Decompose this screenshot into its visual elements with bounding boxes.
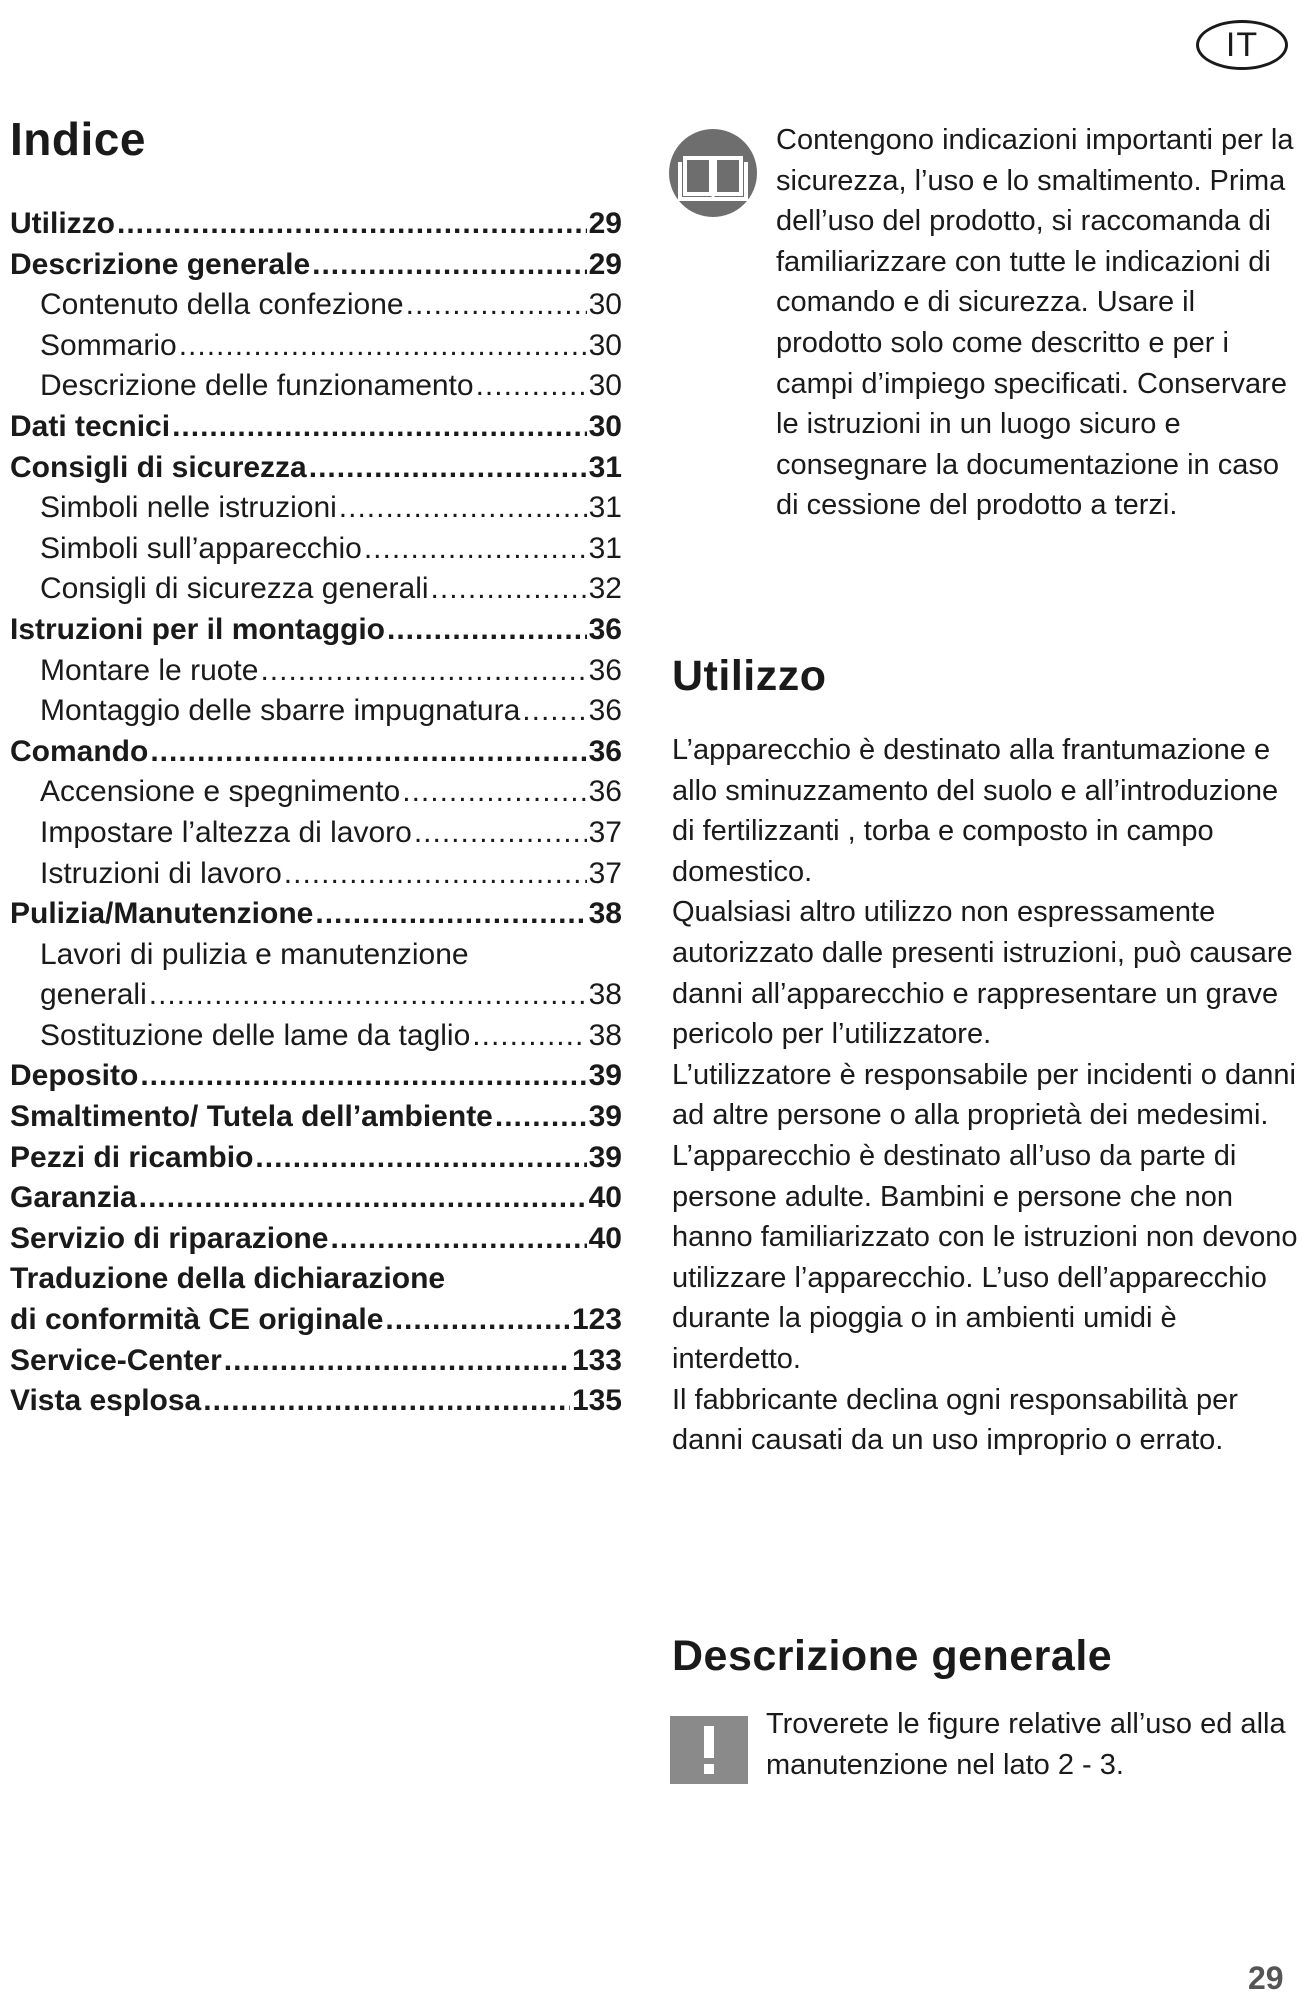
toc-entry-page: 36	[588, 612, 622, 646]
toc-entry-page: 38	[588, 1018, 622, 1052]
toc-entry-page: 36	[588, 775, 622, 809]
toc-leader-dots	[203, 1381, 570, 1422]
toc-entry	[10, 1259, 622, 1300]
info-note-text: Contengono indicazioni importanti per la sicurezza, l’uso e lo smaltimento. Prima dell’uso del prodotto, si raccomanda di familiarizzare con tutte le indicazioni di comando e di sicurezza. Usare il prodotto solo come descritto e per i campi d’impiego specificati. Conservare le istruzioni in un luogo sicuro e consegnare la documentazione in caso di cessione del prodotto a terzi.	[776, 124, 1294, 522]
toc-leader-dots	[149, 975, 587, 1016]
toc-leader-dots	[414, 813, 587, 854]
toc-entry	[10, 651, 622, 692]
toc-leader-dots	[117, 204, 587, 245]
toc-entry-label: Smaltimento/ Tutela dell’ambiente	[10, 1100, 493, 1134]
toc-leader-dots	[255, 1138, 586, 1179]
usage-body	[672, 730, 1302, 1461]
toc-leader-dots	[476, 366, 587, 407]
toc-entry-label: Traduzione della dichiarazione	[10, 1262, 446, 1296]
toc-entry-label: Istruzioni per il montaggio	[10, 612, 385, 646]
toc-leader-dots	[364, 529, 587, 570]
toc-leader-dots	[522, 691, 586, 732]
toc-entry-page: 38	[588, 897, 622, 931]
toc-entry-label: Montare le ruote	[40, 653, 259, 687]
toc-entry-page: 133	[571, 1343, 622, 1377]
toc-entry-label: Impostare l’altezza di lavoro	[40, 815, 412, 849]
toc-entry-label: generali	[40, 978, 147, 1012]
toc-entry	[10, 1097, 622, 1138]
toc-entry-label: Vista esplosa	[10, 1384, 202, 1418]
toc-entry-label: Descrizione generale	[10, 247, 311, 281]
toc-entry-page: 37	[588, 815, 622, 849]
toc-entry	[10, 488, 622, 529]
toc-entry-label: Montaggio delle sbarre impugnatura	[40, 694, 521, 728]
usage-paragraph: L’apparecchio è destinato all’uso da parte di persone adulte. Bambini e persone che non hanno familiarizzato con le istruzioni non devono utilizzare l’apparecchio. L’uso dell’apparecchio durante la pioggia o in ambienti umidi è interdetto.	[672, 1139, 1298, 1375]
toc-entry-page: 31	[588, 491, 622, 525]
toc-entry-label: Pulizia/Manutenzione	[10, 897, 314, 931]
toc-entry	[10, 326, 622, 367]
toc-entry-page: 39	[588, 1059, 622, 1093]
toc-entry	[10, 772, 622, 813]
toc-leader-dots	[406, 285, 587, 326]
toc-entry	[10, 204, 622, 245]
toc-entry	[10, 1056, 622, 1097]
toc-entry	[10, 529, 622, 570]
toc-entry	[10, 1219, 622, 1260]
toc-leader-dots	[402, 772, 586, 813]
toc-entry	[10, 448, 622, 489]
table-of-contents	[10, 204, 622, 1422]
toc-entry-page: 30	[588, 288, 622, 322]
toc-entry-page: 37	[588, 856, 622, 890]
toc-entry-page: 40	[588, 1221, 622, 1255]
toc-entry	[10, 935, 622, 976]
book-icon	[668, 128, 758, 218]
toc-title: Indice	[10, 113, 146, 165]
toc-leader-dots	[150, 732, 586, 773]
toc-entry	[10, 691, 622, 732]
toc-entry	[10, 1138, 622, 1179]
toc-entry-page: 135	[571, 1384, 622, 1418]
toc-leader-dots	[172, 407, 587, 448]
toc-entry-label: Simboli sull’apparecchio	[40, 531, 362, 565]
toc-entry-label: Pezzi di ricambio	[10, 1140, 254, 1174]
toc-entry-label: Accensione e spegnimento	[40, 775, 401, 809]
toc-entry-page: 123	[571, 1303, 622, 1337]
general-description-heading: Descrizione generale	[672, 1632, 1113, 1680]
toc-leader-dots	[387, 610, 587, 651]
language-badge: IT	[1196, 20, 1288, 70]
toc-leader-dots	[224, 1341, 570, 1382]
toc-entry-label: Servizio di riparazione	[10, 1221, 329, 1255]
toc-entry	[10, 1178, 622, 1219]
toc-entry	[10, 610, 622, 651]
toc-entry	[10, 569, 622, 610]
toc-entry	[10, 854, 622, 895]
toc-entry-label: Sommario	[40, 328, 177, 362]
toc-entry-page: 39	[588, 1100, 622, 1134]
toc-entry-label: Comando	[10, 734, 149, 768]
toc-leader-dots	[260, 651, 586, 692]
toc-entry	[10, 285, 622, 326]
usage-paragraph: L’utilizzatore è responsabile per incidenti o danni ad altre persone o alla proprietà dei medesimi.	[672, 1058, 1296, 1132]
toc-entry-page: 29	[588, 207, 622, 240]
toc-leader-dots	[472, 1016, 586, 1057]
toc-leader-dots	[139, 1178, 587, 1219]
toc-entry-label: Lavori di pulizia e manutenzione	[40, 937, 469, 971]
toc-entry-page: 31	[588, 531, 622, 565]
toc-leader-dots	[140, 1056, 586, 1097]
usage-heading: Utilizzo	[672, 652, 827, 700]
toc-leader-dots	[315, 894, 586, 935]
toc-entry-label: Consigli di sicurezza	[10, 450, 307, 484]
toc-entry-label: Consigli di sicurezza generali	[40, 572, 429, 606]
toc-entry	[10, 1016, 622, 1057]
toc-entry	[10, 407, 622, 448]
page-number: 29	[1248, 1960, 1284, 1996]
toc-entry-page: 29	[588, 247, 622, 281]
toc-entry-label: Service-Center	[10, 1343, 222, 1377]
toc-entry	[10, 1300, 622, 1341]
toc-entry-page: 31	[588, 450, 622, 484]
toc-leader-dots	[385, 1300, 570, 1341]
toc-entry-page: 30	[588, 369, 622, 403]
toc-leader-dots	[309, 448, 587, 489]
toc-leader-dots	[179, 326, 587, 367]
toc-entry-label: Dati tecnici	[10, 409, 171, 443]
toc-leader-dots	[330, 1219, 586, 1260]
toc-entry-page: 36	[588, 694, 622, 728]
toc-entry-page: 38	[588, 978, 622, 1012]
toc-entry-label: di conformità CE originale	[10, 1303, 384, 1337]
toc-entry	[10, 813, 622, 854]
toc-entry-label: Garanzia	[10, 1181, 137, 1215]
toc-leader-dots	[284, 854, 587, 895]
toc-entry-label: Sostituzione delle lame da taglio	[40, 1018, 471, 1052]
toc-entry-page: 32	[588, 572, 622, 606]
toc-entry-label: Contenuto della confezione	[40, 288, 404, 322]
toc-leader-dots	[339, 488, 587, 529]
toc-entry	[10, 975, 622, 1016]
toc-entry-label: Utilizzo	[10, 207, 115, 240]
toc-entry	[10, 894, 622, 935]
toc-entry-label: Descrizione delle funzionamento	[40, 369, 474, 403]
usage-paragraph: Il fabbricante declina ogni responsabilità per danni causati da un uso improprio o errato.	[672, 1383, 1238, 1457]
toc-entry	[10, 732, 622, 773]
toc-entry-page: 39	[588, 1140, 622, 1174]
exclamation-icon	[670, 1716, 748, 1784]
usage-paragraph: Qualsiasi altro utilizzo non espressamente autorizzato dalle presenti istruzioni, può causare danni all’apparecchio e rappresentare un grave pericolo per l’utilizzatore.	[672, 896, 1293, 1051]
toc-entry-page: 30	[588, 409, 622, 443]
toc-entry-label: Deposito	[10, 1059, 139, 1093]
toc-leader-dots	[431, 569, 587, 610]
toc-leader-dots	[495, 1097, 587, 1138]
general-description-note: Troverete le figure relative all’uso ed alla manutenzione nel lato 2 - 3.	[766, 1708, 1286, 1781]
toc-entry-label: Istruzioni di lavoro	[40, 856, 282, 890]
toc-entry	[10, 366, 622, 407]
toc-leader-dots	[312, 245, 586, 286]
toc-entry-page: 30	[588, 328, 622, 362]
toc-entry	[10, 1381, 622, 1422]
toc-entry-page: 40	[588, 1181, 622, 1215]
toc-entry	[10, 245, 622, 286]
usage-paragraph: L’apparecchio è destinato alla frantumazione e allo sminuzzamento del suolo e all’introduzione di fertilizzanti , torba e composto in campo domestico.	[672, 734, 1279, 888]
toc-entry-page: 36	[588, 653, 622, 687]
toc-entry	[10, 1341, 622, 1382]
toc-entry-label: Simboli nelle istruzioni	[40, 491, 337, 525]
toc-entry-page: 36	[588, 734, 622, 768]
